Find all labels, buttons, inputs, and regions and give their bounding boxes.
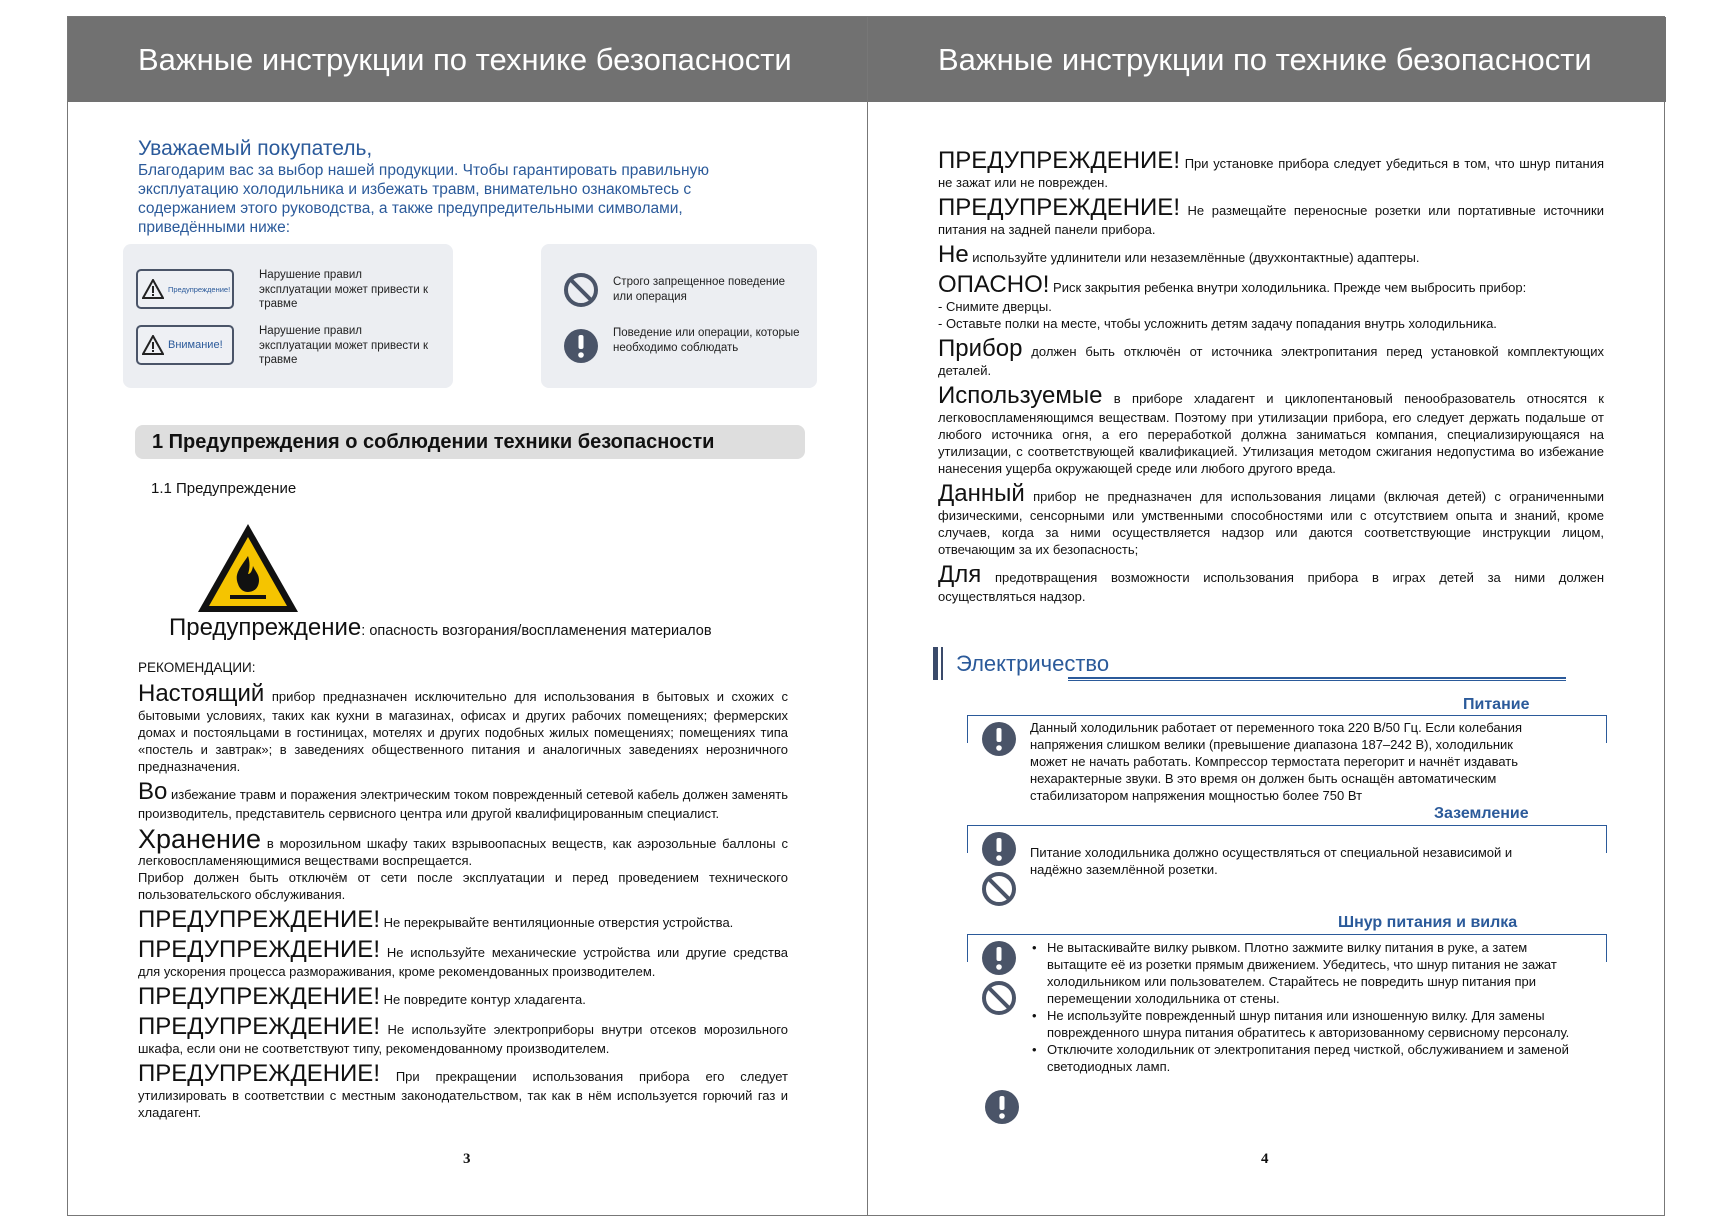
warning-triangle-icon (142, 279, 164, 299)
document-spread (67, 16, 1665, 1216)
caution-label: Внимание! (168, 339, 223, 351)
warning-description: Нарушение правил эксплуатации может привести к травме (259, 269, 429, 310)
electricity-title-rule (1068, 677, 1566, 681)
warning-label: Предупреждение! (168, 284, 231, 294)
list-item: • Не вытаскивайте вилку рывком. Плотно зажмите вилку питания в руке, а затем вытащите её из розетки прямым движением. Убедитесь, что шнур питания не зажат холодильником или пользователем. Старайтесь не повредить шнур питания при перемещении холодильника от стены. (1030, 939, 1578, 1007)
electricity-title: Электричество (956, 651, 1110, 676)
right-paragraph: - Снимите дверцы. (938, 299, 1052, 314)
right-paragraph: ОПАСНО! Риск закрытия ребенка внутри холодильника. Прежде чем выбросить прибор: (938, 271, 1527, 298)
caution-label-box (136, 325, 234, 365)
greeting-title: Уважаемый покупатель, (138, 137, 373, 160)
page-divider (867, 17, 868, 1215)
right-paragraph: Не используйте удлинители или незаземлённые (двухконтактные) адаптеры. (938, 241, 1420, 268)
left-paragraph: ПРЕДУПРЕЖДЕНИЕ! При прекращении использования прибора его следует утилизировать в соответствии с местным законодательством, так как в нём используется горючий газ и хладагент. (138, 1060, 788, 1120)
fire-warning-text: : опасность возгорания/воспламенения материалов (361, 623, 712, 639)
left-paragraph: ПРЕДУПРЕЖДЕНИЕ! Не используйте электроприборы внутри отсеков морозильного шкафа, если они не соответствуют типу, рекомендованному производителем. (138, 1013, 788, 1056)
electricity-accent-bar (933, 647, 938, 680)
grounding-mandatory-icon (980, 830, 1018, 868)
grounding-prohibited-icon (980, 870, 1018, 908)
left-paragraph: ПРЕДУПРЕЖДЕНИЕ! Не используйте механические устройства или другие средства для ускорения процесса размораживания, кроме рекомендованных производителем. (138, 936, 788, 979)
left-paragraph: Во избежание травм и поражения электрическим током поврежденный сетевой кабель должен заменять производитель, представитель сервисного центра или другой квалифицированным специалист. (138, 778, 788, 821)
grounding-heading: Заземление (1434, 805, 1529, 822)
cord-mandatory-icon-2 (983, 1088, 1021, 1126)
right-paragraph: Данный прибор не предназначен для использования лицами (включая детей) с ограниченными физическими, сенсорными или умственными способностями или с отсутствием опыта и знаний, кроме случаев, когда за ними осуществляется надзор или даются соответствующие инструкции лицом, отвечающим за их безопасность; (938, 480, 1604, 557)
power-mandatory-icon (980, 720, 1018, 758)
section-title: 1 Предупреждения о соблюдении техники безопасности (135, 425, 805, 459)
right-page-header: Важные инструкции по технике безопасности (868, 17, 1666, 102)
right-paragraph: Для предотвращения возможности использования прибора в играх детей за ними должен осуществляться надзор. (938, 561, 1604, 604)
cord-prohibited-icon (980, 979, 1018, 1017)
mandatory-exclamation-icon (562, 327, 600, 365)
left-paragraph: ПРЕДУПРЕЖДЕНИЕ! Не повредите контур хладагента. (138, 983, 586, 1010)
left-paragraph: Хранение в морозильном шкафу таких взрывоопасных веществ, как аэрозольные баллоны с легковоспламеняющимися веществами воспрещается. (138, 824, 788, 868)
right-paragraph: ПРЕДУПРЕЖДЕНИЕ! При установке прибора следует убедиться в том, что шнур питания не зажат или не поврежден. (938, 147, 1604, 190)
legend-warning-panel (123, 244, 453, 388)
right-page-number: 4 (1261, 1151, 1269, 1167)
left-paragraph: Настоящий прибор предназначен исключительно для использования в бытовых и схожих с бытовыми условиях, таких как кухни в магазинах, офисах и других рабочих помещениях; фермерских домах и постояльцами в гостиницах, мотелях и других подобных жилых помещениях; помещениях типа «постель и завтрак»; в заведениях общественного питания и аналогичных заведениях нерозничного предназначения. (138, 680, 788, 774)
left-page-number: 3 (463, 1151, 471, 1167)
cord-heading: Шнур питания и вилка (1338, 914, 1518, 931)
right-paragraph: - Оставьте полки на месте, чтобы усложнить детям задачу попадания внутрь холодильника. (938, 316, 1497, 331)
prohibited-icon (562, 271, 600, 309)
prohibited-description: Строго запрещенное поведение или операция (613, 276, 786, 303)
list-item: • Отключите холодильник от электропитания перед чисткой, обслуживанием и заменой светодиодных ламп. (1030, 1041, 1578, 1075)
recommendations-heading: РЕКОМЕНДАЦИИ: (138, 660, 256, 675)
warning-label-box (136, 269, 234, 309)
power-text: Данный холодильник работает от переменного тока 220 В/50 Гц. Если колебания напряжения слишком велики (превышение диапазона 187–242 В), холодильник может не начать работать. Компрессор термостата перегорит и начнёт издавать нехарактерные звуки. В это время он должен быть оснащён автоматическим стабилизатором напряжения мощностью более 750 Вт (1030, 720, 1523, 803)
right-paragraph: Прибор должен быть отключён от источника электропитания перед установкой комплектующих деталей. (938, 335, 1604, 378)
greeting-body: Благодарим вас за выбор нашей продукции. Чтобы гарантировать правильную эксплуатацию холодильника и избежать травм, внимательно ознакомьтесь с содержанием этого руководства, а также предупредительными символами, приведёнными ниже: (138, 162, 709, 236)
cord-list (1030, 939, 1578, 1075)
fire-warning-big: Предупреждение (169, 614, 362, 641)
mandatory-description: Поведение или операции, которые необходимо соблюдать (613, 327, 800, 354)
caution-description: Нарушение правил эксплуатации может привести к травме (259, 325, 429, 366)
fire-hazard-icon (196, 522, 300, 614)
cord-mandatory-icon (980, 939, 1018, 977)
power-heading: Питание (1463, 696, 1530, 713)
caution-triangle-icon (142, 335, 164, 355)
legend-symbols-panel (541, 244, 817, 388)
right-paragraph: Используемые в приборе хладагент и циклопентановый пенообразователь относятся к легковоспламеняющимся веществам. Поэтому при утилизации прибора, его следует держать подальше от любого источника огня, а его переработкой должна заниматься компания, специализирующаяся на утилизации, с соответствующей квалификацией. Утилизация методом сжигания недопустима во избежание нанесения ущерба окружающей среде или любого другого вреда. (938, 382, 1604, 476)
left-page-header: Важные инструкции по технике безопасности (68, 17, 867, 102)
left-paragraph: Прибор должен быть отключём от сети после эксплуатации и перед проведением технического пользовательского обслуживания. (138, 870, 788, 902)
right-paragraphs (938, 148, 1604, 605)
right-paragraph: ПРЕДУПРЕЖДЕНИЕ! Не размещайте переносные розетки или портативные источники питания на задней панели прибора. (938, 194, 1604, 237)
electricity-accent-bar-thin (941, 647, 943, 680)
grounding-text: Питание холодильника должно осуществляться от специальной независимой и надёжно заземлённой розетки. (1030, 845, 1513, 877)
list-item: • Не используйте поврежденный шнур питания или изношенную вилку. Для замены поврежденного шнура питания обратитесь к авторизованному сервисному персоналу. (1030, 1007, 1578, 1041)
left-paragraphs (138, 681, 788, 1121)
left-paragraph: ПРЕДУПРЕЖДЕНИЕ! Не перекрывайте вентиляционные отверстия устройства. (138, 906, 734, 933)
fire-warning-line (169, 614, 712, 642)
subsection-title: 1.1 Предупреждение (151, 480, 297, 497)
